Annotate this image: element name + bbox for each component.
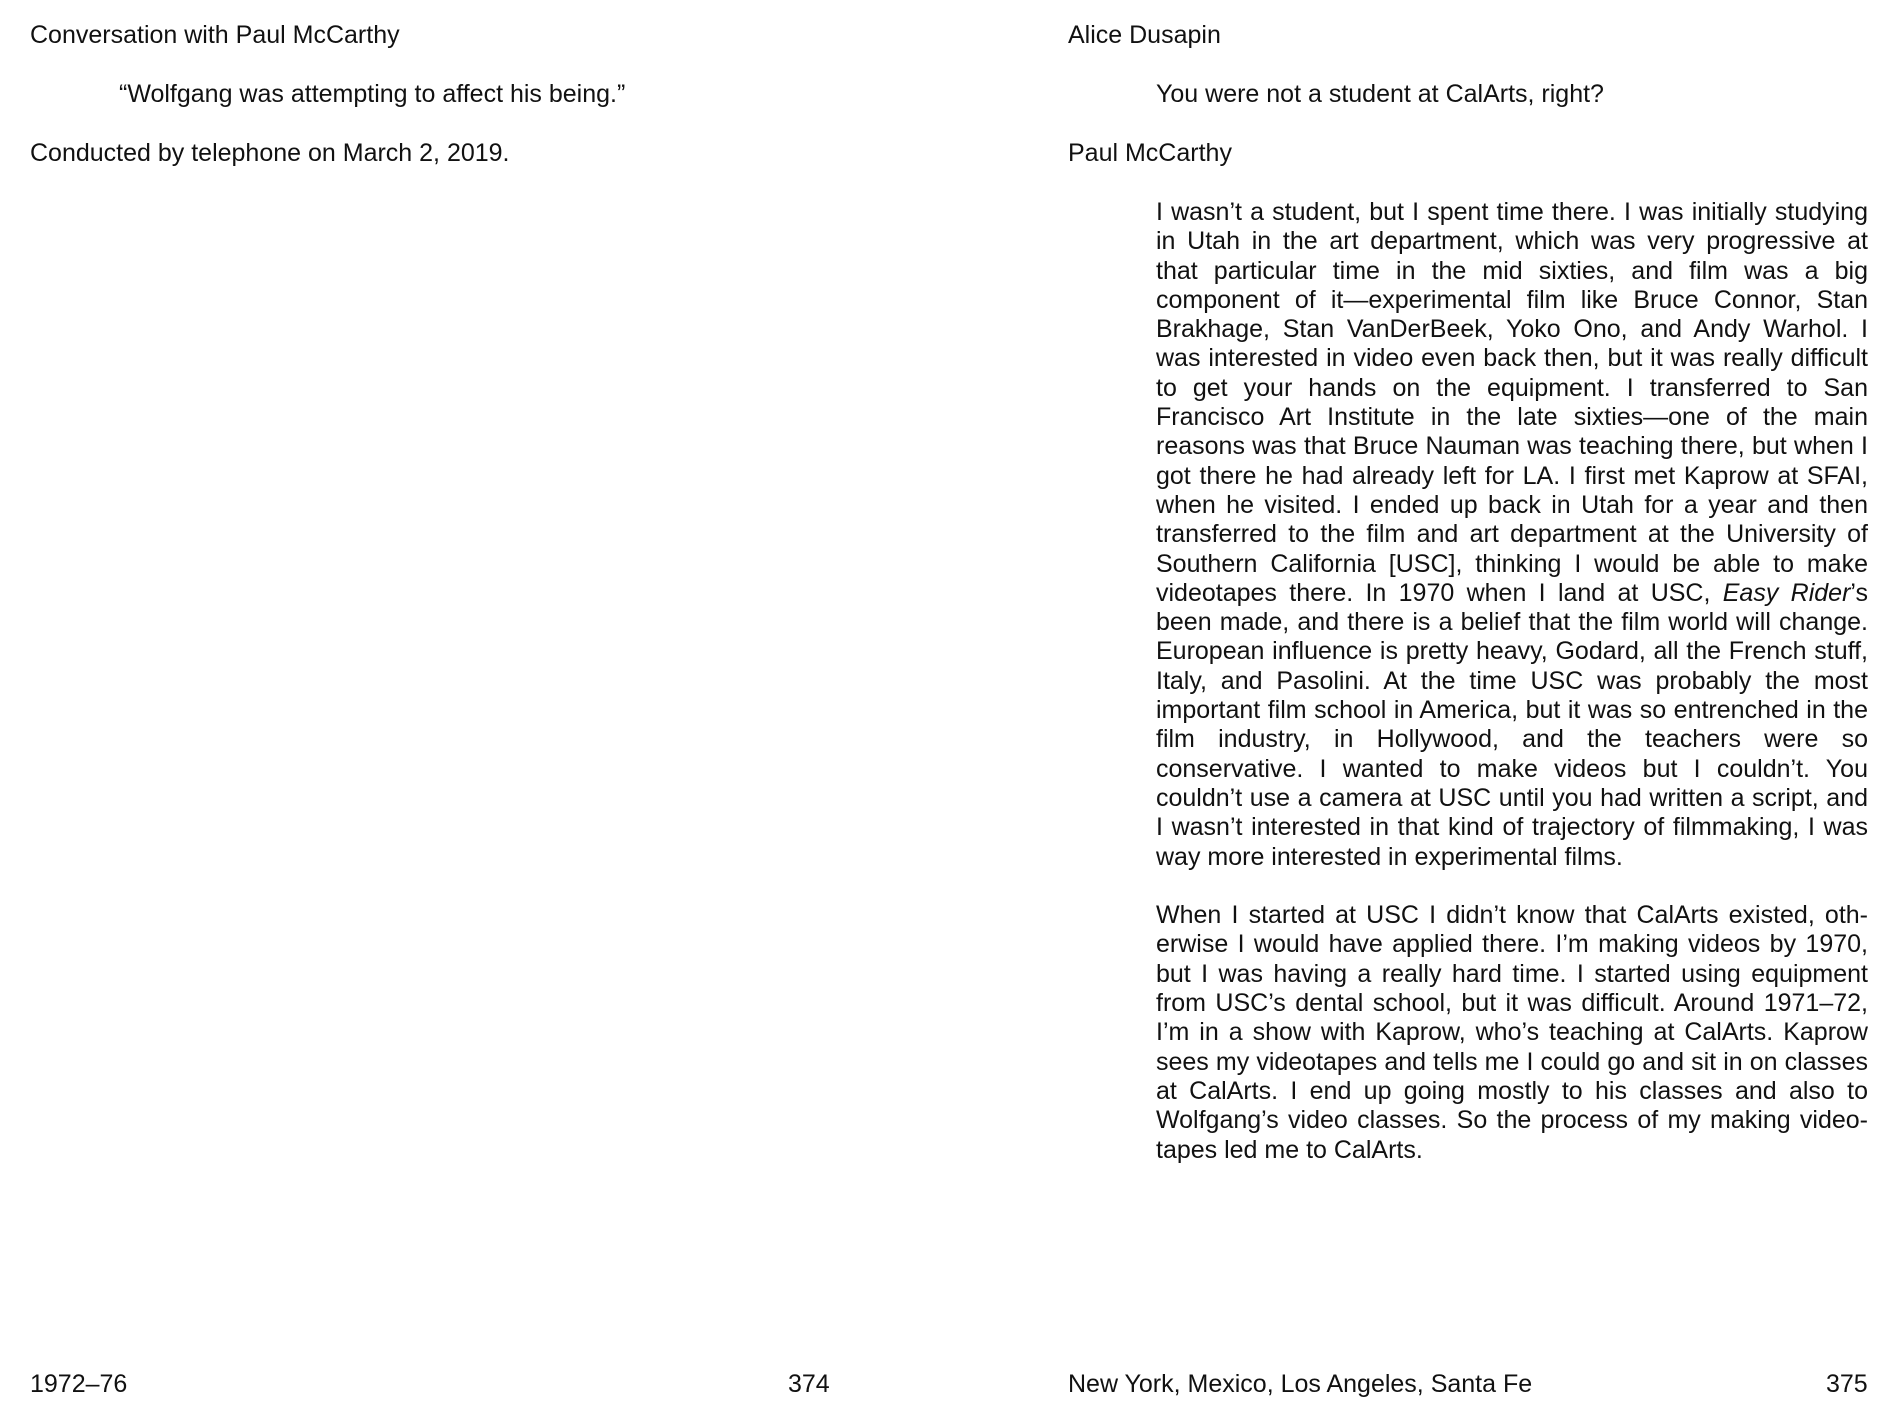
speaker-name-interviewer: Alice Dusapin bbox=[1068, 21, 1221, 49]
answer-text-segment: ’s been made, and there is a belief that the film world will change. European influence is pretty heavy, Godard, all the French stuff, Italy, and Pasolini. At the time USC was probably the most important film school in America, but it was so entrenched in the film industry, in Hollywood, and the teachers were so conservative. I wanted to make videos but I couldn’t. You couldn’t use a camera at USC until you had written a script, and I wasn’t interested in that kind of trajectory of filmmaking, I was way more interested in experimental films. bbox=[1156, 578, 1868, 871]
interview-question: You were not a student at CalArts, right? bbox=[1156, 80, 1604, 108]
right-page bbox=[1068, 0, 1868, 1417]
footer-date-range: 1972–76 bbox=[30, 1370, 128, 1398]
byline: Conducted by telephone on March 2, 2019. bbox=[30, 139, 510, 167]
footer-places: New York, Mexico, Los Angeles, Santa Fe bbox=[1068, 1370, 1533, 1398]
running-head: Conversation with Paul McCarthy bbox=[30, 21, 400, 49]
pull-quote: “Wolfgang was attempting to affect his being.” bbox=[119, 80, 626, 108]
page-number-right: 375 bbox=[1826, 1370, 1868, 1398]
film-title: Easy Rider bbox=[1722, 578, 1851, 607]
answer-text-segment: I wasn’t a student, but I spent time there. I was initially studying in Utah in the art department, which was very progressive at that particular time in the mid sixties, and film was a big component of it—experimental film like Bruce Connor, Stan Brakhage, Stan VanDerBeek, Yoko Ono, and Andy Warhol. I was interested in video even back then, but it was really difficult to get your hands on the equipment. I transferred to San Francisco Art Institute in the late sixties—one of the main reasons was that Bruce Nauman was teaching there, but when I got there he had already left for LA. I first met Kaprow at SFAI, when he visited. I ended up back in Utah for a year and then transferred to the film and art department at the University of Southern California [USC], thinking I would be able to make videotapes there. In 1970 when I land at USC, bbox=[1156, 198, 1868, 607]
answer-paragraph-2: When I started at USC I didn’t know that CalArts existed, otherwise I would have applied there. I’m making videos by 1970, but I was having a really hard time. I started using equipment from USC’s dental school, but it was difficult. Around 1971–72, I’m in a show with Kaprow, who’s teaching at CalArts. Kaprow sees my videotapes and tells me I could go and sit in on classes at CalArts. I end up going mostly to his classes and also to Wolfgang’s video classes. So the process of my making videotapes led me to CalArts. bbox=[1156, 901, 1868, 1164]
speaker-name-interviewee: Paul McCarthy bbox=[1068, 139, 1232, 167]
page-number-left: 374 bbox=[788, 1370, 830, 1398]
answer-paragraph-1 bbox=[1156, 198, 1868, 872]
left-page bbox=[30, 0, 830, 1417]
interview-answer bbox=[1156, 198, 1868, 1194]
